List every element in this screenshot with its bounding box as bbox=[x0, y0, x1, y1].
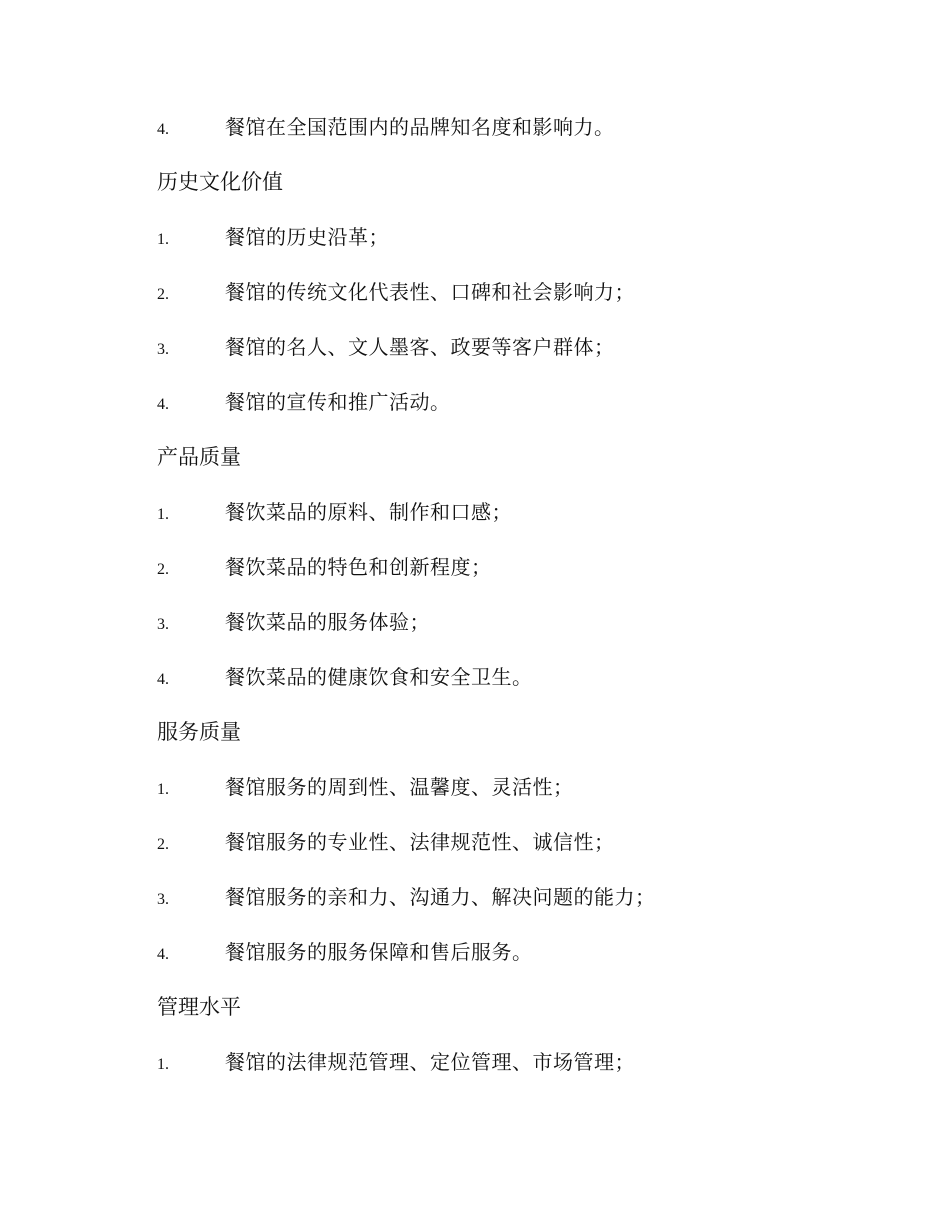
list-item-text: 餐饮菜品的原料、制作和口感； bbox=[225, 500, 512, 524]
list-item-number: 4. bbox=[157, 946, 169, 963]
list-item bbox=[157, 658, 857, 713]
list-item bbox=[157, 768, 857, 823]
list-item bbox=[157, 878, 857, 933]
section-management-level bbox=[157, 988, 857, 1098]
section-product-quality bbox=[157, 438, 857, 713]
list-item bbox=[157, 823, 857, 878]
list-item-number: 1. bbox=[157, 231, 169, 248]
list-item bbox=[157, 603, 857, 658]
list-item bbox=[157, 273, 857, 328]
section-heading: 历史文化价值 bbox=[157, 170, 283, 194]
list-item-number: 1. bbox=[157, 781, 169, 798]
list-item-text: 餐饮菜品的服务体验； bbox=[225, 610, 430, 634]
list-item-number: 4. bbox=[157, 121, 169, 138]
list-item-number: 3. bbox=[157, 341, 169, 358]
list-item-text: 餐馆服务的亲和力、沟通力、解决问题的能力； bbox=[225, 885, 656, 909]
list-item bbox=[157, 108, 857, 163]
list-item-text: 餐馆的法律规范管理、定位管理、市场管理； bbox=[225, 1050, 635, 1074]
list-item bbox=[157, 548, 857, 603]
list-item-text: 餐馆服务的专业性、法律规范性、诚信性； bbox=[225, 830, 615, 854]
list-item-text: 餐馆的历史沿革； bbox=[225, 225, 389, 249]
list-item-number: 2. bbox=[157, 286, 169, 303]
list-item-number: 1. bbox=[157, 506, 169, 523]
list-item-number: 3. bbox=[157, 891, 169, 908]
list-item-number: 4. bbox=[157, 396, 169, 413]
list-item-text: 餐饮菜品的健康饮食和安全卫生。 bbox=[225, 665, 533, 689]
list-item bbox=[157, 328, 857, 383]
list-item-number: 3. bbox=[157, 616, 169, 633]
section-history-culture bbox=[157, 163, 857, 438]
list-item-text: 餐馆的传统文化代表性、口碑和社会影响力； bbox=[225, 280, 635, 304]
document-content bbox=[157, 108, 857, 1098]
list-item-text: 餐馆在全国范围内的品牌知名度和影响力。 bbox=[225, 115, 615, 139]
list-item-text: 餐馆服务的周到性、温馨度、灵活性； bbox=[225, 775, 574, 799]
list-item-text: 餐馆的名人、文人墨客、政要等客户群体； bbox=[225, 335, 615, 359]
list-item-number: 2. bbox=[157, 836, 169, 853]
list-item bbox=[157, 493, 857, 548]
list-item-text: 餐馆的宣传和推广活动。 bbox=[225, 390, 451, 414]
list-item-number: 4. bbox=[157, 671, 169, 688]
list-item-text: 餐馆服务的服务保障和售后服务。 bbox=[225, 940, 533, 964]
list-item-number: 2. bbox=[157, 561, 169, 578]
list-item bbox=[157, 1043, 857, 1098]
section-heading: 服务质量 bbox=[157, 720, 241, 744]
list-item-number: 1. bbox=[157, 1056, 169, 1073]
list-item bbox=[157, 218, 857, 273]
list-item bbox=[157, 933, 857, 988]
list-item bbox=[157, 383, 857, 438]
list-block-top bbox=[157, 108, 857, 163]
list-item-text: 餐饮菜品的特色和创新程度； bbox=[225, 555, 492, 579]
section-heading: 管理水平 bbox=[157, 995, 241, 1019]
section-heading: 产品质量 bbox=[157, 445, 241, 469]
section-service-quality bbox=[157, 713, 857, 988]
